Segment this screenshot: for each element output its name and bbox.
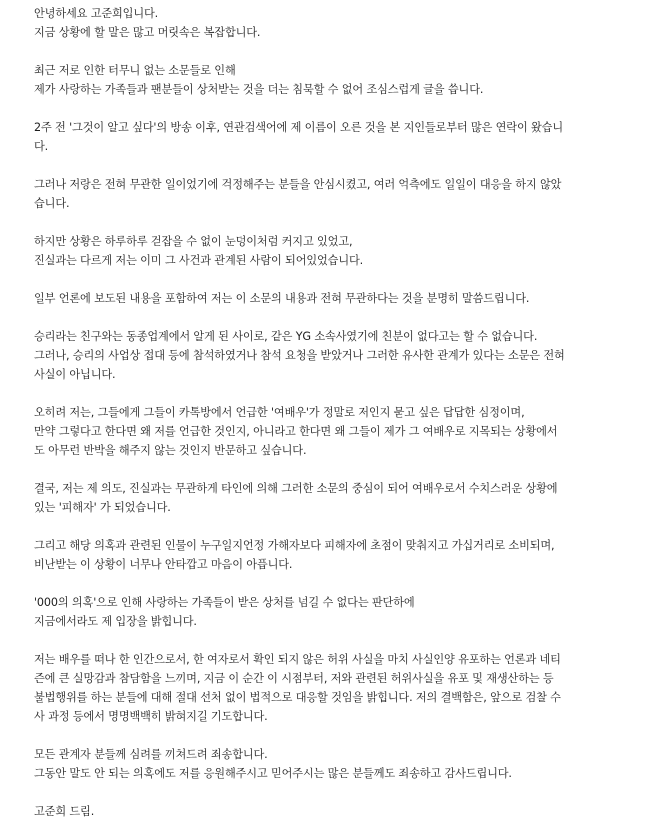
text-line: 불법행위를 하는 분들에 대해 절대 선처 없이 법적으로 대응할 것임을 밝힙니다. 저의 결백함은, 앞으로 검찰 수: [34, 691, 561, 704]
text-line: 그러나 저랑은 전혀 무관한 일이었기에 걱정해주는 분들을 안심시켰고, 여러 억측에도 일일이 대응을 하지 않았: [34, 178, 562, 191]
paragraph-relationship: [34, 327, 638, 384]
text-line: 도 아무런 반박을 해주지 않는 것인지 반문하고 싶습니다.: [34, 444, 307, 457]
text-line: 모든 관계자 분들께 심려를 끼쳐드려 죄송합니다.: [34, 748, 268, 761]
signature-text: 고준희 드림.: [34, 805, 95, 818]
text-line: 사 과정 등에서 명명백백히 밝혀지길 기도합니다.: [34, 710, 268, 723]
text-line: 비난받는 이 상황이 너무나 안타깝고 마음이 아픕니다.: [34, 558, 293, 571]
paragraph-regret: [34, 536, 638, 574]
paragraph-denial: [34, 289, 638, 308]
paragraph-reason: [34, 61, 638, 99]
paragraph-position: [34, 593, 638, 631]
text-line: 습니다.: [34, 197, 70, 210]
paragraph-victim: [34, 479, 638, 517]
paragraph-broadcast: [34, 118, 638, 156]
text-line: 그동안 말도 안 되는 의혹에도 저를 응원해주시고 믿어주시는 많은 분들께도 죄송하고 감사드립니다.: [34, 767, 512, 780]
signature: [34, 802, 638, 821]
text-line: '000의 의혹'으로 인해 사랑하는 가족들이 받은 상처를 넘길 수 없다는 판단하에: [34, 596, 415, 609]
paragraph-reassurance: [34, 175, 638, 213]
text-line: 즌에 큰 실망감과 참담함을 느끼며, 지금 이 순간 이 시점부터, 저와 관련된 허위사실을 유포 및 재생산하는 등: [34, 672, 554, 685]
paragraph-greeting: [34, 4, 638, 42]
text-line: 저는 배우를 떠나 한 인간으로서, 한 여자로서 확인 되지 않은 허위 사실을 마치 사실인양 유포하는 언론과 네티: [34, 653, 561, 666]
text-line: 제가 사랑하는 가족들과 팬분들이 상처받는 것을 더는 침묵할 수 없어 조심스럽게 글을 씁니다.: [34, 83, 484, 96]
text-line: 승리라는 친구와는 동종업계에서 알게 된 사이로, 같은 YG 소속사였기에 친분이 없다고는 할 수 없습니다.: [34, 330, 538, 343]
text-line: 지금에서라도 제 입장을 밝힙니다.: [34, 615, 197, 628]
paragraph-legal-action: [34, 650, 638, 726]
text-line: 사실이 아닙니다.: [34, 368, 116, 381]
text-line: 있는 '피해자' 가 되었습니다.: [34, 501, 171, 514]
text-line: 그리고 해당 의혹과 관련된 인물이 누구일지언정 가해자보다 피해자에 초점이 맞춰지고 가십거리로 소비되며,: [34, 539, 555, 552]
text-line: 하지만 상황은 하루하루 걷잡을 수 없이 눈덩이처럼 커지고 있었고,: [34, 235, 353, 248]
text-line: 지금 상황에 할 말은 많고 머릿속은 복잡합니다.: [34, 26, 261, 39]
text-line: 안녕하세요 고준희입니다.: [34, 7, 159, 20]
text-line: 그러나, 승리의 사업상 접대 등에 참석하였거나 참석 요청을 받았거나 그러한 유사한 관계가 있다는 소문은 전혀: [34, 349, 565, 362]
paragraph-apology: [34, 745, 638, 783]
paragraph-escalation: [34, 232, 638, 270]
text-line: 2주 전 '그것이 알고 싶다'의 방송 이후, 연관검색어에 제 이름이 오른 것을 본 지인들로부터 많은 연락이 왔습니: [34, 121, 563, 134]
text-line: 진실과는 다르게 저는 이미 그 사건과 관계된 사람이 되어있었습니다.: [34, 254, 364, 267]
text-line: 최근 저로 인한 터무니 없는 소문들로 인해: [34, 64, 236, 77]
text-line: 오히려 저는, 그들에게 그들이 카톡방에서 언급한 '여배우'가 정말로 저인지 묻고 싶은 답답한 심정이며,: [34, 406, 525, 419]
text-line: 결국, 저는 제 의도, 진실과는 무관하게 타인에 의해 그러한 소문의 중심이 되어 여배우로서 수치스러운 상황에: [34, 482, 558, 495]
text-line: 만약 그렇다고 한다면 왜 저를 언급한 것인지, 아니라고 한다면 왜 그들이 제가 그 여배우로 지목되는 상황에서: [34, 425, 558, 438]
text-line: 일부 언론에 보도된 내용을 포함하여 저는 이 소문의 내용과 전혀 무관하다는 것을 분명히 말씀드립니다.: [34, 292, 530, 305]
paragraph-question: [34, 403, 638, 460]
text-line: 다.: [34, 140, 49, 153]
